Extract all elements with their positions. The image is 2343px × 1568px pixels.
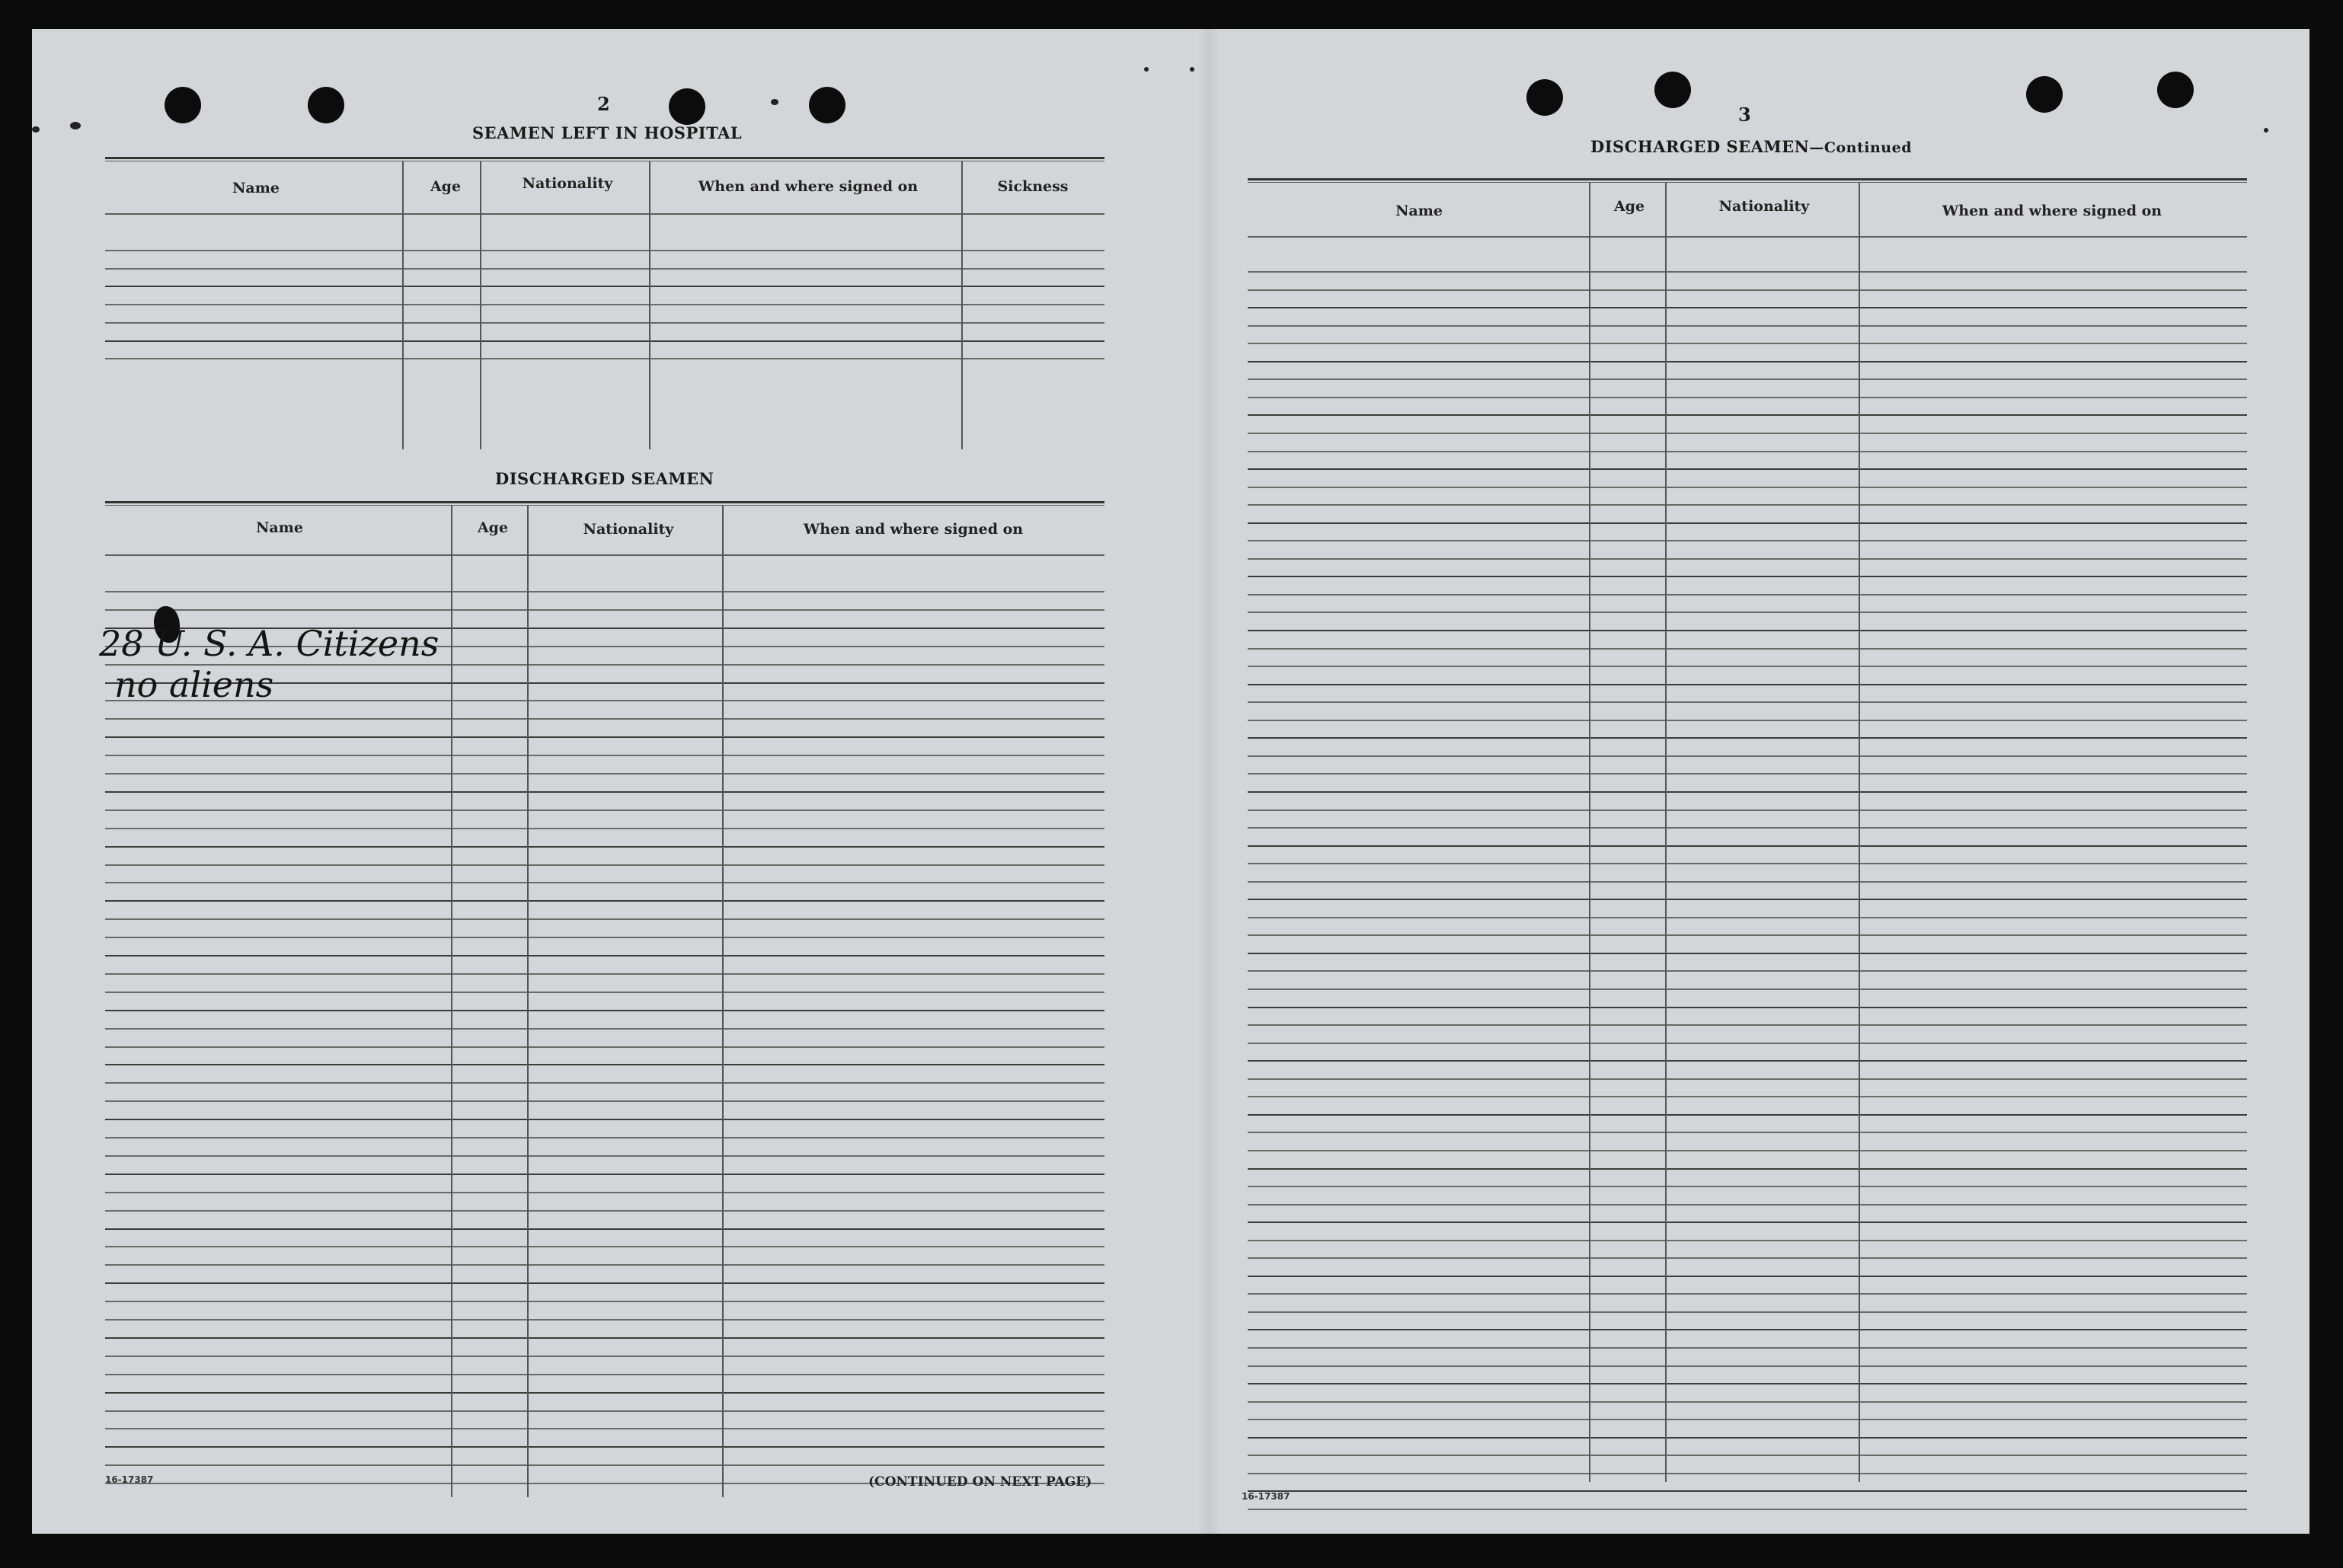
row-rule [105,1464,1104,1466]
row-rule [1248,1329,2247,1330]
row-rule [1248,648,2247,650]
row-rule [105,791,1104,793]
row-rule [1248,325,2247,327]
punch-hole [2157,72,2194,108]
row-rule [105,1319,1104,1321]
row-rule [1248,1365,2247,1367]
column-rule [402,161,404,449]
row-rule [1248,773,2247,774]
row-rule [1248,343,2247,344]
punch-hole [669,88,705,125]
row-rule [105,1064,1104,1065]
row-rule [1248,720,2247,721]
row-rule [1248,666,2247,667]
row-rule [1248,1473,2247,1474]
punch-hole [809,87,845,123]
speck [70,122,81,129]
row-rule [1248,1383,2247,1384]
speck [771,99,778,105]
punch-hole [2026,76,2063,113]
row-rule [1248,701,2247,703]
column-rule [649,161,650,449]
column-rule [527,506,529,1497]
row-rule [1248,1276,2247,1277]
row-rule [1248,1132,2247,1133]
row-rule [105,591,1104,592]
row-rule [1248,540,2247,541]
row-rule [1248,414,2247,416]
center-fold [1197,29,1220,1534]
row-rule [1248,1043,2247,1044]
row-rule [1248,1240,2247,1241]
row-rule [1248,1114,2247,1116]
row-rule [105,1192,1104,1193]
row-rule [1248,1078,2247,1080]
header-bottom-rule [1248,236,2247,238]
row-rule [105,736,1104,738]
col-header-name: Name [256,519,303,536]
row-rule [105,1082,1104,1084]
row-rule [1248,451,2247,452]
row-rule [1248,1509,2247,1510]
row-rule [105,1428,1104,1429]
row-rule [105,1137,1104,1138]
row-rule [1248,1401,2247,1403]
row-rule [105,1264,1104,1266]
row-rule [1248,504,2247,506]
row-rule [105,1155,1104,1157]
row-rule [1248,1455,2247,1456]
col-header-nationality: Nationality [1718,198,1810,215]
row-rule [1248,558,2247,560]
row-rule [1248,468,2247,470]
row-rule [105,268,1104,270]
row-rule [105,1392,1104,1394]
row-rule [105,1046,1104,1048]
col-header-when-where: When and where signed on [803,521,1024,538]
row-rule [1248,684,2247,685]
row-rule [1248,1060,2247,1062]
row-rule [1248,988,2247,990]
row-rule [1248,397,2247,398]
col-header-nationality: Nationality [583,521,674,538]
table-top-rule [105,157,1104,159]
speck [2264,128,2268,133]
row-rule [1248,1437,2247,1439]
col-header-age: Age [430,178,462,195]
row-rule [105,828,1104,829]
punch-hole [308,87,344,123]
col-header-when-where: When and where signed on [1942,203,2162,219]
col-header-age: Age [1613,198,1645,215]
row-rule [1248,576,2247,577]
row-rule [105,846,1104,848]
row-rule [105,1246,1104,1247]
punch-hole [1526,79,1563,116]
row-rule [1248,433,2247,434]
row-rule [1248,1293,2247,1295]
column-rule [1859,183,1860,1482]
row-rule [105,973,1104,975]
row-rule [1248,612,2247,613]
row-rule [1248,755,2247,757]
row-rule [105,340,1104,342]
punch-hole [165,87,201,123]
row-rule [105,1028,1104,1030]
speck [32,126,40,133]
document-sheet [32,29,2309,1534]
page-number: 3 [1738,104,1751,126]
row-rule [1248,737,2247,739]
row-rule [105,900,1104,902]
col-header-nationality: Nationality [522,175,613,192]
row-rule [105,1228,1104,1230]
page-number: 2 [597,93,610,115]
row-rule [105,1010,1104,1011]
row-rule [105,937,1104,938]
header-bottom-rule [105,554,1104,556]
row-rule [1248,1257,2247,1259]
row-rule [1248,863,2247,864]
table-top-rule [105,505,1104,506]
col-header-name: Name [1395,203,1443,219]
row-rule [105,1100,1104,1102]
row-rule [105,755,1104,756]
discharged-section-title: DISCHARGED SEAMEN [495,469,714,488]
col-header-name: Name [232,180,280,196]
row-rule [105,1356,1104,1357]
row-rule [1248,289,2247,291]
row-rule [105,304,1104,305]
row-rule [1248,810,2247,811]
row-rule [105,773,1104,774]
row-rule [105,609,1104,611]
handwritten-aliens-note: no aliens [114,664,274,705]
header-bottom-rule [105,213,1104,215]
row-rule [105,286,1104,287]
form-number: 16-17387 [1242,1491,1290,1502]
row-rule [105,1337,1104,1339]
row-rule [105,718,1104,720]
row-rule [1248,899,2247,900]
speck [1144,67,1149,72]
section-title-suffix: —Continued [1809,139,1912,156]
row-rule [105,1174,1104,1175]
row-rule [1248,881,2247,883]
row-rule [1248,271,2247,273]
row-rule [105,1374,1104,1375]
handwritten-citizens-note: 28 U. S. A. Citizens [99,623,440,664]
row-rule [105,810,1104,811]
row-rule [1248,953,2247,954]
column-rule [1589,183,1590,1482]
row-rule [1248,827,2247,829]
continued-note: (CONTINUED ON NEXT PAGE) [868,1474,1092,1490]
row-rule [1248,1186,2247,1187]
row-rule [1248,1347,2247,1349]
row-rule [105,1119,1104,1120]
row-rule [1248,1222,2247,1223]
row-rule [105,322,1104,324]
row-rule [1248,970,2247,972]
row-rule [1248,307,2247,308]
row-rule [1248,1311,2247,1313]
table-top-rule [1248,182,2247,183]
row-rule [105,864,1104,866]
row-rule [1248,1204,2247,1206]
row-rule [105,992,1104,993]
row-rule [105,1446,1104,1448]
row-rule [105,1301,1104,1302]
row-rule [1248,1096,2247,1097]
column-rule [961,161,963,449]
col-header-age: Age [477,519,509,536]
form-number: 16-17387 [105,1474,154,1485]
row-rule [1248,1007,2247,1008]
table-top-rule [105,501,1104,503]
row-rule [1248,487,2247,488]
row-rule [105,250,1104,251]
row-rule [105,882,1104,883]
row-rule [1248,917,2247,918]
column-rule [722,506,724,1497]
row-rule [105,358,1104,359]
row-rule [105,1410,1104,1412]
row-rule [105,1282,1104,1284]
row-rule [105,955,1104,956]
column-rule [480,161,481,449]
column-rule [1665,183,1667,1482]
row-rule [1248,1150,2247,1151]
table-top-rule [1248,178,2247,180]
row-rule [1248,1490,2247,1492]
punch-hole [1654,72,1691,108]
column-rule [451,506,452,1497]
row-rule [1248,1024,2247,1026]
row-rule [1248,934,2247,936]
row-rule [1248,1419,2247,1420]
row-rule [1248,522,2247,524]
row-rule [1248,845,2247,847]
col-header-when-where: When and where signed on [698,178,919,195]
row-rule [1248,1168,2247,1170]
row-rule [1248,791,2247,793]
row-rule [1248,361,2247,362]
row-rule [1248,630,2247,631]
col-header-sickness: Sickness [997,178,1069,195]
hospital-section-title: SEAMEN LEFT IN HOSPITAL [472,123,743,142]
discharged-continued-title [1590,137,1912,156]
section-title: DISCHARGED SEAMEN [1590,137,1810,156]
row-rule [105,1210,1104,1212]
row-rule [105,918,1104,920]
speck [1190,67,1194,72]
row-rule [1248,594,2247,596]
row-rule [1248,378,2247,380]
